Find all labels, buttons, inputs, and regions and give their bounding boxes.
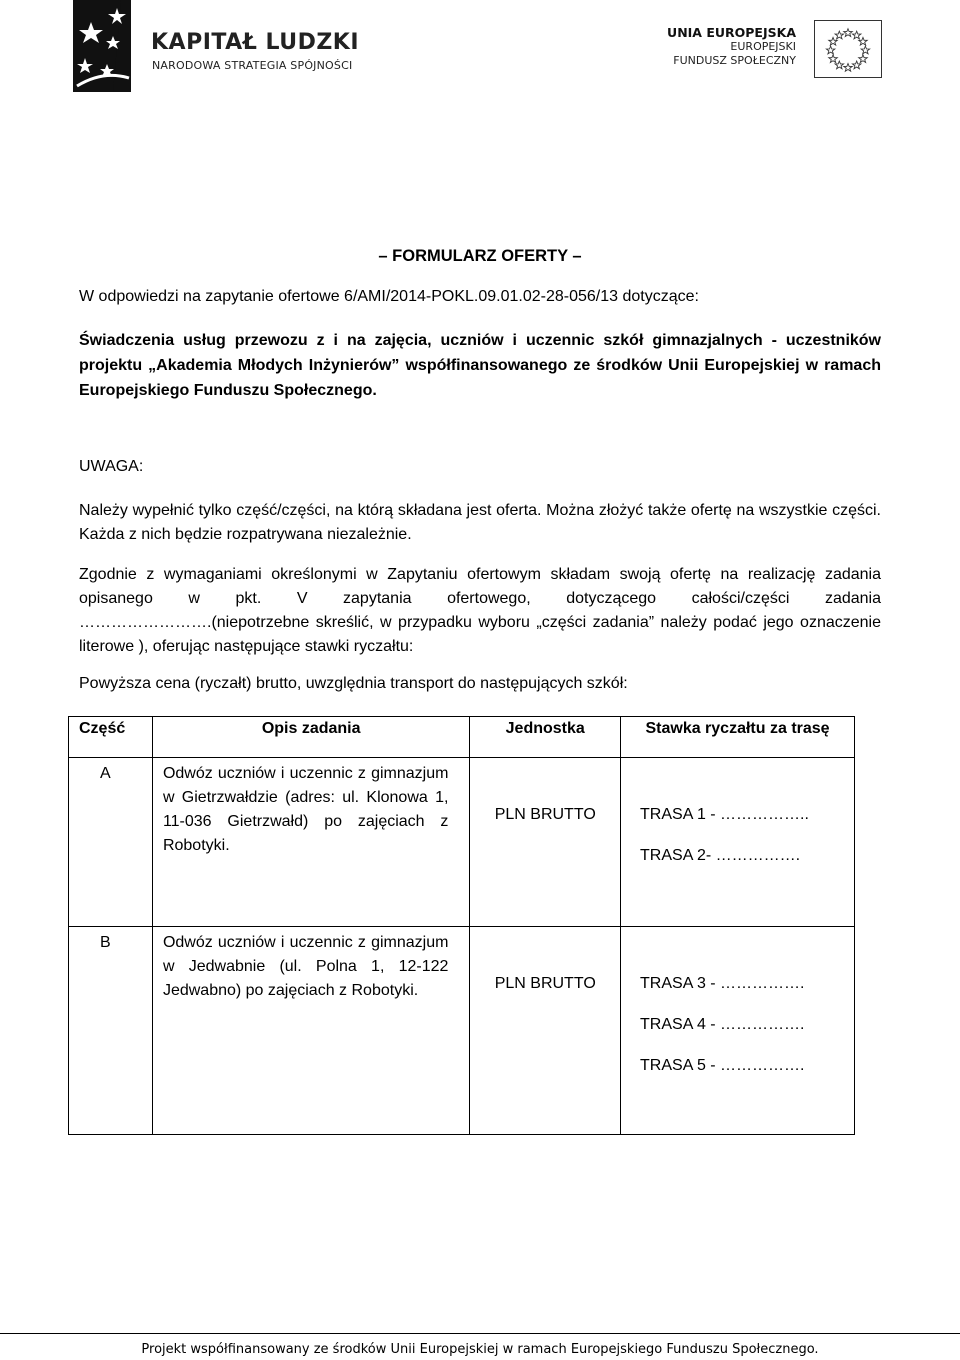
rate-trasa-5[interactable]: TRASA 5 - ……………. <box>640 1057 805 1074</box>
rate-trasa-4[interactable]: TRASA 4 - ……………. <box>640 1016 805 1033</box>
row-unit: PLN BRUTTO <box>470 758 621 927</box>
rate-trasa-1[interactable]: TRASA 1 - …………….. <box>640 806 809 823</box>
eu-logo-text <box>667 26 796 68</box>
row-unit: PLN BRUTTO <box>470 927 621 1135</box>
kapital-ludzki-emblem-icon <box>73 0 145 92</box>
kapital-ludzki-subtitle: NARODOWA STRATEGIA SPÓJNOŚCI <box>152 59 353 72</box>
row-rates[interactable] <box>621 758 855 927</box>
subject-paragraph: Świadczenia usług przewozu z i na zajęcia, uczniów i uczennic szkół gimnazjalnych - uczestników projektu „Akademia Młodych Inżynierów” współfinansowanego ze środków Unii Europejskiej w ramach Europejskiego Funduszu Społecznego. <box>79 332 881 399</box>
kapital-ludzki-title: KAPITAŁ LUDZKI <box>151 30 360 55</box>
row-desc: Odwóz uczniów i uczennic z gimnazjum w Gietrzwałdzie (adres: ul. Klonowa 1, 11-036 Gietrzwałd) po zajęciach z Robotyki. <box>152 758 470 927</box>
eu-flag-icon <box>814 20 882 78</box>
row-desc: Odwóz uczniów i uczennic z gimnazjum w Jedwabnie (ul. Polna 1, 12-122 Jedwabno) po zajęciach z Robotyki. <box>152 927 470 1135</box>
footer-text: Projekt współfinansowany ze środków Unii Europejskiej w ramach Europejskiego Funduszu Społecznego. <box>141 1342 819 1357</box>
header-unit: Jednostka <box>470 717 621 758</box>
rate-trasa-3[interactable]: TRASA 3 - ……………. <box>640 975 805 992</box>
intro-line: W odpowiedzi na zapytanie ofertowe 6/AMI/2014-POKL.09.01.02-28-056/13 dotyczące: <box>79 288 699 305</box>
eu-logo-line3: FUNDUSZ SPOŁECZNY <box>673 54 796 67</box>
note-paragraph: Należy wypełnić tylko część/części, na którą składana jest oferta. Można złożyć także ofertę na wszystkie części. Każda z nich będzie rozpatrywana niezależnie. <box>79 502 881 543</box>
kapital-ludzki-logo <box>73 0 363 92</box>
statement-line1: Zgodnie z wymaganiami określonymi w Zapytaniu ofertowym składam swoją ofertę na realizację zadania opisanego w pkt. V zapytania ofertowego, dotyczącego całości/części zadania <box>79 566 881 607</box>
header-rate: Stawka ryczałtu za trasę <box>621 717 855 758</box>
row-part: A <box>69 758 153 927</box>
uwaga-label: UWAGA: <box>79 458 144 475</box>
header-desc: Opis zadania <box>152 717 470 758</box>
statement-line2: …………………….(niepotrzebne skreślić, w przypadku wyboru „części zadania” należy podać jego oznaczenie literowe ), oferując następujące stawki ryczałtu: <box>79 614 881 655</box>
offer-table <box>68 716 855 1135</box>
statement-paragraph <box>79 563 881 659</box>
eu-logo <box>668 20 882 80</box>
table-header-row <box>69 717 855 758</box>
form-title: – FORMULARZ OFERTY – <box>378 247 582 265</box>
row-part: B <box>69 927 153 1135</box>
rate-trasa-2[interactable]: TRASA 2- ……………. <box>640 847 801 864</box>
row-rates[interactable] <box>621 927 855 1135</box>
table-row <box>69 927 855 1135</box>
price-line: Powyższa cena (ryczałt) brutto, uwzględnia transport do następujących szkół: <box>79 675 628 692</box>
footer-divider <box>0 1333 960 1334</box>
eu-logo-line1: UNIA EUROPEJSKA <box>667 25 796 40</box>
eu-logo-line2: EUROPEJSKI <box>730 40 796 53</box>
table-row <box>69 758 855 927</box>
header-part: Część <box>69 717 153 758</box>
